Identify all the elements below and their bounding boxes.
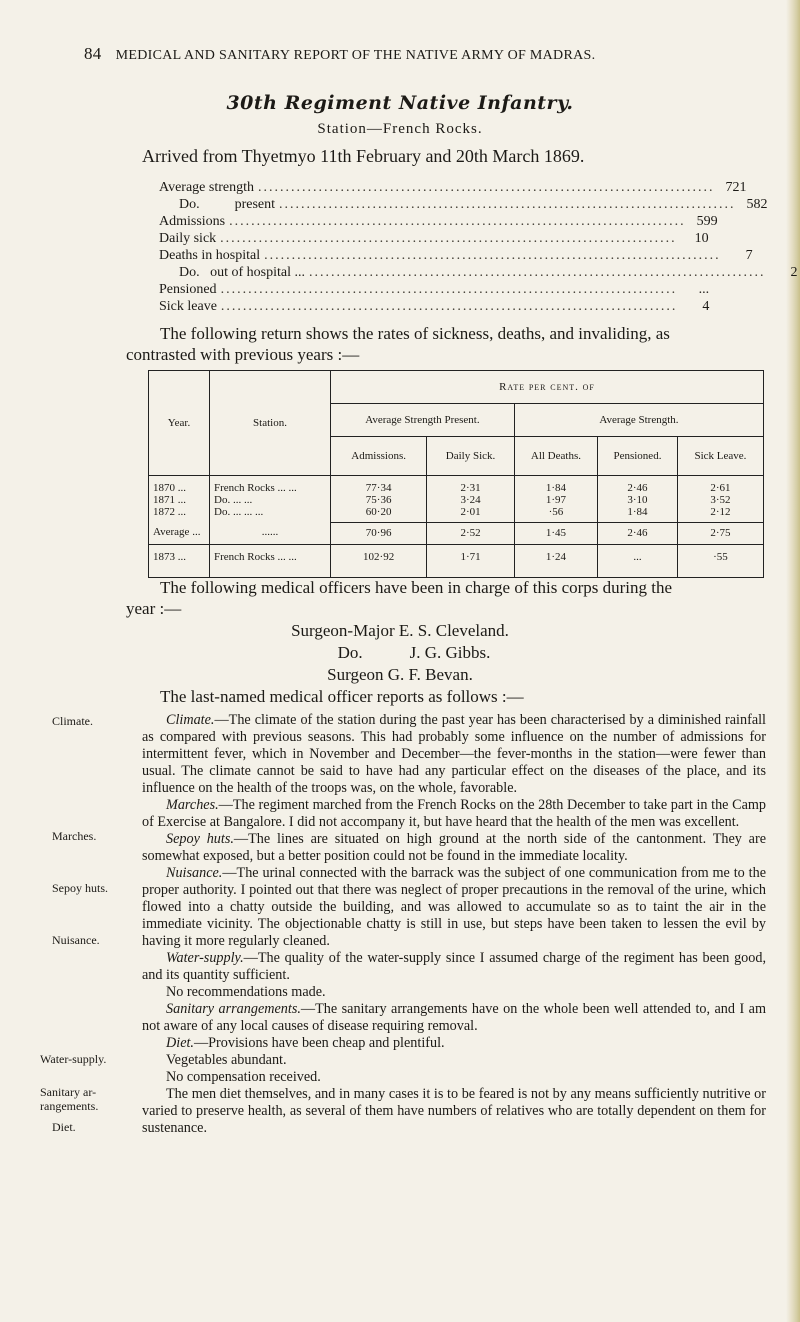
col-admissions-header: Admissions. (331, 437, 427, 476)
regiment-title: 30th Regiment Native Infantry. (226, 92, 574, 114)
stat-row: Pensioned ................................................................................... ... (159, 282, 710, 297)
stat-row: Admissions ................................................................................... 599 (159, 214, 718, 229)
paragraph-no-recommendations: No recommendations made. (166, 984, 326, 1000)
officer-3: Surgeon G. F. Bevan. (327, 665, 473, 684)
col-station-header: Station. (210, 371, 331, 476)
table-row: 1870 ... 1871 ... 1872 ... Average ... French Rocks ... ... Do. ... ... Do. ... ... ... ...... 77·34 75·36 60·20 70·96 2·31 3·24 2·01 2·52 1·84 1·97 ·56 1·45 2·46 3·10 1·84 2·46 2·61 3·52 2·12 2·75 (149, 476, 764, 545)
sidenote-climate: Climate. (52, 714, 93, 728)
col-deaths-header: All Deaths. (514, 437, 597, 476)
paragraph-sanitary: Sanitary arrangements.—The sanitary arrangements have on the whole been well attended to, and I am not aware of any local causes of disease requiring removal. (142, 1001, 766, 1034)
officer-2: Do. J. G. Gibbs. (337, 643, 491, 662)
paragraph-diet: Diet.—Provisions have been cheap and plentiful. (166, 1035, 445, 1051)
paragraph-water-supply: Water-supply.—The quality of the water-supply since I assumed charge of the regiment has been good, and its quantity sufficient. (142, 950, 766, 983)
stat-row: Do. out of hospital ... ................................................................................... 2 (179, 265, 798, 280)
paragraph-marches: Marches.—The regiment marched from the French Rocks on the 28th December to take part in the Camp of Exercise at Bangalore. I did not accompany it, but have heard that the health of the men was excellent. (142, 797, 766, 830)
sidenote-diet: Diet. (52, 1120, 76, 1134)
group-header-present: Average Strength Present. (331, 404, 515, 437)
stat-row: Daily sick ................................................................................... 10 (159, 231, 709, 246)
col-daily-sick-header: Daily Sick. (427, 437, 515, 476)
paragraph-sepoy-huts: Sepoy huts.—The lines are situated on high ground at the north side of the cantonment. They are somewhat exposed, but a better position could not be found in the immediate locality. (142, 831, 767, 864)
last-named-line: The last-named medical officer reports as follows :— (160, 687, 524, 706)
col-year-header: Year. (149, 371, 210, 476)
rate-per-cent-header: Rate per cent. of (331, 371, 764, 404)
sidenote-sepoy-huts: Sepoy huts. (52, 881, 109, 895)
running-header (84, 44, 760, 64)
sidenote-sanitary: Sanitary ar- rangements. (40, 1085, 99, 1113)
rates-table (148, 370, 764, 578)
stat-row: Do. present ................................................................................... 582 (179, 197, 768, 212)
intro-paragraph: The following return shows the rates of sickness, deaths, and invaliding, as contrasted with previous years :— (126, 324, 670, 364)
report-body (142, 712, 766, 1137)
group-header-strength: Average Strength. (514, 404, 763, 437)
running-title: MEDICAL AND SANITARY REPORT OF THE NATIVE ARMY OF MADRAS. (115, 48, 596, 63)
officer-1: Surgeon-Major E. S. Cleveland. (291, 621, 509, 640)
page-number: 84 (84, 44, 102, 63)
paragraph-compensation: No compensation received. (166, 1069, 321, 1085)
col-sick-leave-header: Sick Leave. (677, 437, 763, 476)
officers-intro: The following medical officers have been in charge of this corps during the year :— (126, 578, 673, 618)
sidenote-water-supply: Water-supply. (40, 1052, 107, 1066)
sidenote-nuisance: Nuisance. (52, 933, 100, 947)
stat-row: Sick leave ................................................................................... 4 (159, 299, 710, 314)
paragraph-vegetables: Vegetables abundant. (166, 1052, 287, 1068)
col-pensioned-header: Pensioned. (598, 437, 678, 476)
paragraph-climate: Climate.—The climate of the station during the past year has been characterised by a diminished rainfall as compared with previous seasons. This had probably some influence on the number of admissions for intermittent fever, which in November and December—the fever-months in the station—were fewer than usual. The climate cannot be said to have had any particular effect on the diseases of the place, and its influence on the health of the troops was, on the whole, favorable. (142, 712, 766, 796)
stat-row: Deaths in hospital ................................................................................... 7 (159, 248, 753, 263)
paragraph-final: The men diet themselves, and in many cases it is to be feared is not by any means sufficiently nutritive or varied to preserve health, as several of them have numbers of relatives who are totally dependent on them for sustenance. (142, 1086, 766, 1136)
arrival-line: Arrived from Thyetmyo 11th February and 20th March 1869. (142, 146, 585, 166)
station-heading: Station—French Rocks. (317, 121, 483, 137)
stat-row: Average strength ................................................................................... 721 (159, 180, 747, 195)
officers-list (0, 620, 800, 686)
table-row: 1873 ... French Rocks ... ... 102·92 1·71 1·24 ... ·55 (149, 545, 764, 578)
sidenote-marches: Marches. (52, 829, 97, 843)
paragraph-nuisance: Nuisance.—The urinal connected with the barrack was the subject of one communication from me to the proper authority. I pointed out that there was neglect of proper precautions in the removal of the urine, which flowed into a chatty outside the building, and was allowed to accumulate so as to taint the air in the immediate vicinity. The objectionable chatty is still in use, but steps have been taken to lessen the evil by having it more regularly cleaned. (142, 865, 766, 949)
statistics-list (159, 179, 798, 315)
